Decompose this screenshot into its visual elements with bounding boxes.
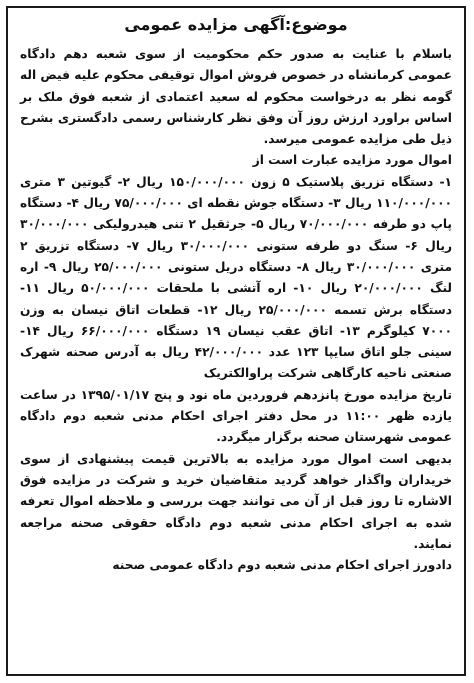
auction-notice xyxy=(6,6,466,676)
schedule-paragraph: تاریخ مزایده مورخ پانزدهم فروردین ماه نود و پنج ۱۳۹۵/۰۱/۱۷ در ساعت یازده ظهر ۱۱:۰۰ در محل دفتر اجرای احکام مدنی شعبه دوم دادگاه عمومی شهرستان صحنه برگزار میگردد. xyxy=(20,387,452,445)
auction-items-list xyxy=(20,172,452,385)
notice-title: موضوع:آگهی مزایده عمومی xyxy=(124,15,348,34)
intro-paragraph: باسلام با عنایت به صدور حکم محکومیت از سوی شعبه دهم دادگاه عمومی کرمانشاه در خصوص فروش اموال توقیفی محکوم علیه فیض اله گومه نظر به درخواست محکوم له سعید اعتمادی از شعبه فوق ملک بر اساس براورد ارزش روز آن وفق نظر کارشناس رسمی دادگستری بشرح ذیل طی مزایده عمومی میرسد. xyxy=(20,47,452,147)
items-heading: اموال مورد مزایده عبارت است از xyxy=(252,153,452,168)
terms-paragraph: بدیهی است اموال مورد مزایده به بالاترین قیمت پیشنهادی از سوی خریداران واگذار خواهد گردید متقاضیان خرید و شرکت در مزایده فوق الاشاره تا روز قبل از آن می توانند جهت بررسی و ملاحظه اموال تعرفه شده به اجرای احکام مدنی شعبه دوم دادگاه حقوقی صحنه مراجعه نمایند. xyxy=(20,451,452,551)
auction-items-text: ۱- دستگاه تزریق پلاستیک ۵ زون ۱۵۰/۰۰۰/۰۰۰ ریال ۲- گیوتین ۳ متری ۱۱۰/۰۰۰/۰۰۰ ریال ۳- دستگاه جوش نقطه ای ۷۵/۰۰۰/۰۰۰ ریال ۴- دستگاه پاپ دو طرفه ۷۰/۰۰۰/۰۰۰ ریال ۵- جرثقیل ۲ تنی هیدرولیکی ۳۰/۰۰۰/۰۰۰ ریال ۶- سنگ دو طرفه ستونی ۳۰/۰۰۰/۰۰۰ ریال ۷- دستگاه تزریق ۲ متری ۳۰/۰۰۰/۰۰۰ ریال ۸- دستگاه دریل ستونی ۲۵/۰۰۰/۰۰۰ ریال ۹- اره لنگ ۲۰/۰۰۰/۰۰۰ ریال ۱۰- اره آتشی با ملحقات ۵۰/۰۰۰/۰۰۰ ریال ۱۱- دستگاه برش تسمه ۲۵/۰۰۰/۰۰۰ ریال ۱۲- قطعات اتاق نیسان به وزن ۷۰۰۰ کیلوگرم ۱۳- اتاق عقب نیسان ۱۹ دستگاه ۶۶/۰۰۰/۰۰۰ ریال ۱۴- سینی جلو اتاق سایپا ۱۲۳ عدد ۴۲/۰۰۰/۰۰۰ ریال به آدرس صحنه شهرک صنعتی ناحیه کارگاهی شرکت پراوالکتریک xyxy=(20,174,453,381)
signature-line: دادورز اجرای احکام مدنی شعبه دوم دادگاه عمومی صحنه xyxy=(112,558,452,573)
